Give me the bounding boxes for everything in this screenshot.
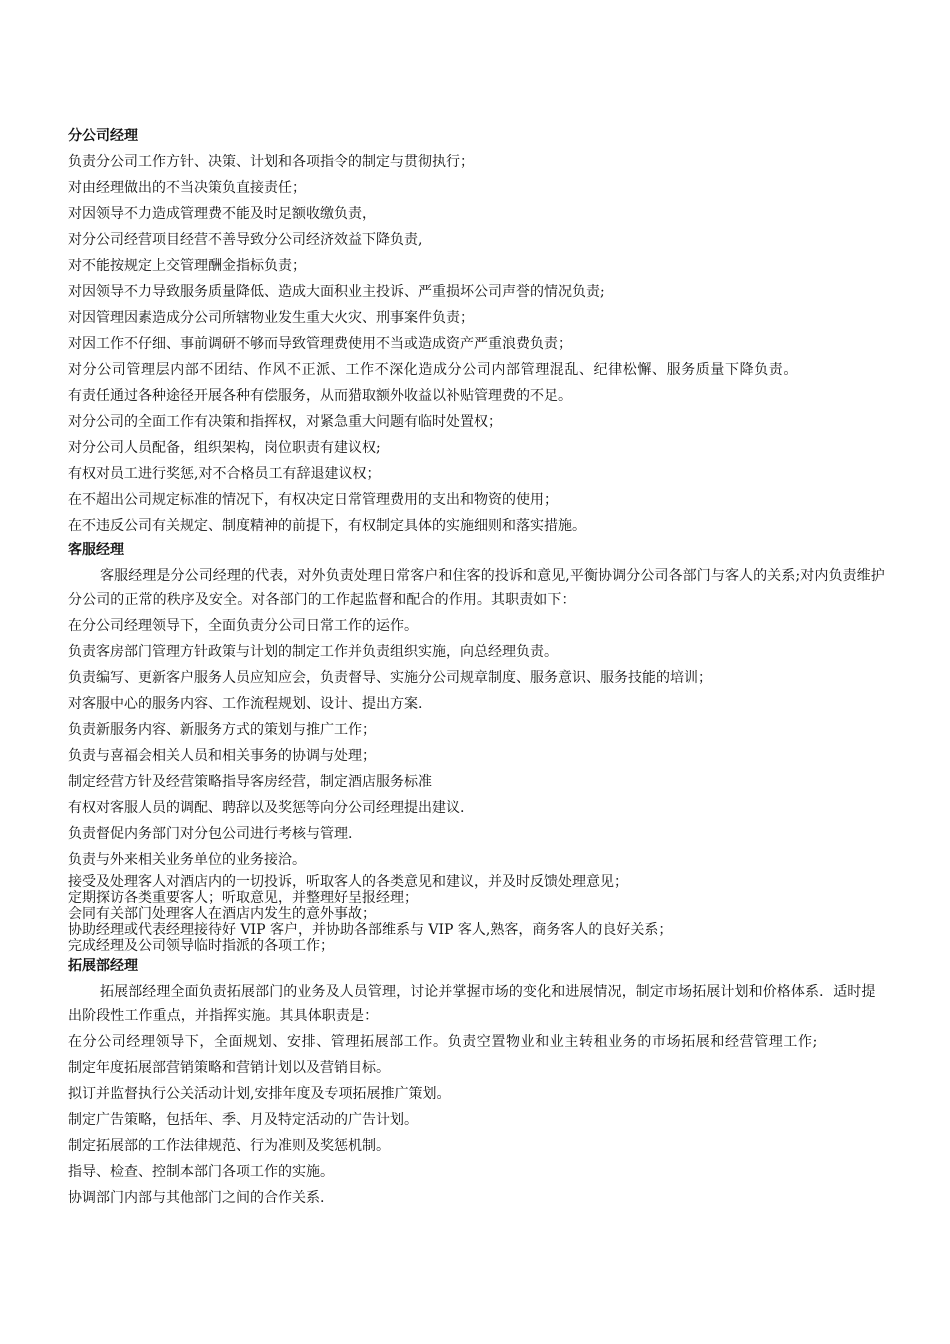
duty-line: 对由经理做出的不当决策负直接责任； xyxy=(68,180,306,196)
duty-line: 在分公司经理领导下，全面规划、安排、管理拓展部工作。负责空置物业和业主转租业务的市场拓展和经营管理工作; xyxy=(68,1034,818,1050)
duty-line: 对分公司人员配备，组织架构，岗位职责有建议权; xyxy=(68,440,381,456)
duty-line: 在不违反公司有关规定、制度精神的前提下，有权制定具体的实施细则和落实措施。 xyxy=(68,518,586,534)
duty-line: 负责分公司工作方针、决策、计划和各项指令的制定与贯彻执行； xyxy=(68,154,474,170)
duty-line: 有责任通过各种途径开展各种有偿服务，从而猎取额外收益以补贴管理费的不足。 xyxy=(68,388,572,404)
section-title-branch-manager: 分公司经理 xyxy=(68,128,138,144)
duty-line: 制定拓展部的工作法律规范、行为准则及奖惩机制。 xyxy=(68,1138,390,1154)
duty-line: 对分公司管理层内部不团结、作风不正派、工作不深化造成分公司内部管理混乱、纪律松懈、服务质量下降负责。 xyxy=(68,362,798,378)
duty-line: 在分公司经理领导下，全面负责分公司日常工作的运作。 xyxy=(68,618,418,634)
duty-line: 对分公司经营项目经营不善导致分公司经济效益下降负责, xyxy=(68,232,423,248)
duty-line: 负责客房部门管理方针政策与计划的制定工作并负责组织实施，向总经理负责。 xyxy=(68,644,558,660)
duty-line: 制定经营方针及经营策略指导客房经营，制定酒店服务标准 xyxy=(68,774,432,790)
duty-line: 对因领导不力导致服务质量降低、造成大面积业主投诉、严重损坏公司声誉的情况负责; xyxy=(68,284,605,300)
duty-line: 对分公司的全面工作有决策和指挥权，对紧急重大问题有临时处置权； xyxy=(68,414,502,430)
duty-line: 负责与喜福会相关人员和相关事务的协调与处理； xyxy=(68,748,376,764)
duty-line: 会同有关部门处理客人在酒店内发生的意外事故； xyxy=(68,906,376,922)
duty-line: 对因领导不力造成管理费不能及时足额收缴负责， xyxy=(68,206,376,222)
duty-line: 负责编写、更新客户服务人员应知应会，负责督导、实施分公司规章制度、服务意识、服务技能的培训； xyxy=(68,670,712,686)
duty-line: 对因工作不仔细、事前调研不够而导致管理费使用不当或造成资产严重浪费负责； xyxy=(68,336,572,352)
duty-line: 接受及处理客人对酒店内的一切投诉，听取客人的各类意见和建议，并及时反馈处理意见； xyxy=(68,874,628,890)
section-title-expansion-manager: 拓展部经理 xyxy=(68,958,138,974)
duty-line: 指导、检查、控制本部门各项工作的实施。 xyxy=(68,1164,334,1180)
duty-line: 制定广告策略，包括年、季、月及特定活动的广告计划。 xyxy=(68,1112,418,1128)
duty-line: 制定年度拓展部营销策略和营销计划以及营销目标。 xyxy=(68,1060,390,1076)
document-page xyxy=(68,124,888,1210)
duty-line: 对不能按规定上交管理酬金指标负责； xyxy=(68,258,306,274)
duty-line: 对客服中心的服务内容、工作流程规划、设计、提出方案. xyxy=(68,696,423,712)
duty-line: 负责与外来相关业务单位的业务接洽。 xyxy=(68,852,306,868)
duty-line: 有权对客服人员的调配、聘辞以及奖惩等向分公司经理提出建议. xyxy=(68,800,465,816)
duty-list-compact xyxy=(68,874,888,954)
section-intro: 拓展部经理全面负责拓展部门的业务及人员管理，讨论并掌握市场的变化和进展情况，制定市场拓展计划和价格体系．适时提出阶段性工作重点，并指挥实施。其具体职责是： xyxy=(68,984,876,1024)
section-title-customer-service-manager: 客服经理 xyxy=(68,542,124,558)
duty-line: 在不超出公司规定标准的情况下，有权决定日常管理费用的支出和物资的使用； xyxy=(68,492,558,508)
duty-line: 对因管理因素造成分公司所辖物业发生重大火灾、刑事案件负责； xyxy=(68,310,474,326)
duty-line: 负责督促内务部门对分包公司进行考核与管理. xyxy=(68,826,353,842)
section-intro: 客服经理是分公司经理的代表，对外负责处理日常客户和住客的投诉和意见,平衡协调分公司各部门与客人的关系;对内负责维护分公司的正常的秩序及安全。对各部门的工作起监督和配合的作用。其职责如下： xyxy=(68,568,885,608)
duty-line: 拟订并监督执行公关活动计划,安排年度及专项拓展推广策划。 xyxy=(68,1086,451,1102)
duty-line: 协助经理或代表经理接待好 VIP 客户，并协助各部维系与 VIP 客人,熟客，商务客人的良好关系； xyxy=(68,922,673,938)
duty-line: 负责新服务内容、新服务方式的策划与推广工作； xyxy=(68,722,376,738)
duty-line: 完成经理及公司领导临时指派的各项工作； xyxy=(68,938,334,954)
duty-line: 协调部门内部与其他部门之间的合作关系. xyxy=(68,1190,325,1206)
duty-line: 有权对员工进行奖惩,对不合格员工有辞退建议权； xyxy=(68,466,381,482)
duty-line: 定期探访各类重要客人；听取意见，并整理好呈报经理； xyxy=(68,890,418,906)
